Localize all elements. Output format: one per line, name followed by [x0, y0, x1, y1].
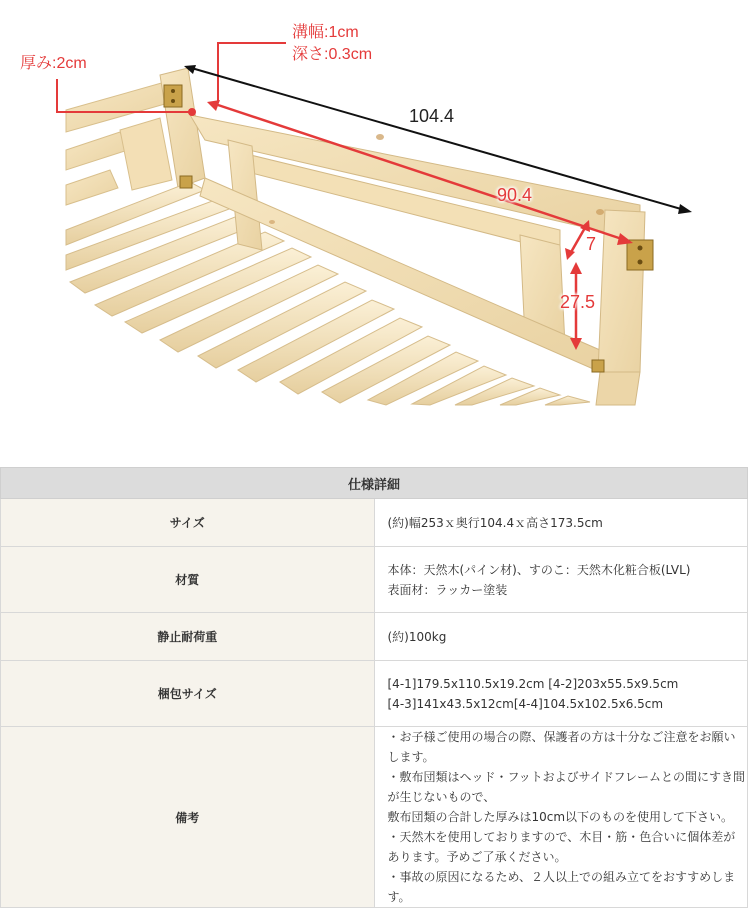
bed-frame-diagram: [0, 0, 750, 440]
spec-line: 敷布団類の合計した厚みは10cm以下のものを使用して下さい。: [387, 810, 734, 824]
spec-line: [4-1]179.5x110.5x19.2cm [4-2]203x55.5x9.5cm: [387, 676, 679, 691]
spec-line: [4-3]141x43.5x12cm[4-4]104.5x102.5x6.5cm: [387, 696, 664, 711]
table-row: [1, 499, 748, 547]
rail-height-dimension: 7: [586, 234, 597, 254]
spec-value-material: [374, 547, 748, 613]
table-row: [1, 613, 748, 661]
spec-key-size: サイズ: [1, 499, 375, 547]
thickness-point-marker: [188, 108, 196, 116]
spec-line: ・事故の原因になるため、２人以上での組み立てをおすすめします。: [387, 870, 736, 904]
table-row: [1, 547, 748, 613]
spec-value-notes: [374, 727, 748, 908]
spec-line: 表面材：ラッカー塗装: [387, 582, 508, 597]
spec-line: (約)100kg: [387, 629, 447, 644]
table-row: [1, 727, 748, 908]
spec-value-package: [374, 661, 748, 727]
spec-value-size: [374, 499, 748, 547]
spec-key-notes: 備考: [1, 727, 375, 908]
spec-table: [0, 467, 748, 908]
spec-line: ・天然木を使用しておりますので、木目・筋・色合いに個体差があります。予めご了承ください。: [387, 830, 736, 864]
table-row: [1, 661, 748, 727]
spec-line: ・敷布団類はヘッド・フットおよびサイドフレームとの間にすき間が生じないもので、: [387, 770, 745, 804]
spec-line: 本体：天然木(パイン材)、すのこ：天然木化粧合板(LVL): [387, 562, 691, 577]
rail-length-dimension: 90.4: [497, 185, 533, 205]
spec-key-package: 梱包サイズ: [1, 661, 375, 727]
bed-frame-illustration: [0, 0, 750, 440]
thickness-label: 厚み:2cm: [20, 55, 87, 72]
depth-total-dimension: 104.4: [409, 106, 455, 126]
spec-key-material: 材質: [1, 547, 375, 613]
spec-key-load: 静止耐荷重: [1, 613, 375, 661]
spec-line: ・お子様ご使用の場合の際、保護者の方は十分なご注意をお願いします。: [387, 730, 736, 764]
spec-value-load: [374, 613, 748, 661]
spec-line: (約)幅253ｘ奥行104.4ｘ高さ173.5cm: [387, 515, 603, 530]
groove-depth-label: 深さ:0.3cm: [292, 46, 373, 63]
spec-table-title: 仕様詳細: [1, 468, 748, 499]
leg-height-dimension: 27.5: [560, 292, 596, 312]
groove-width-label: 溝幅:1cm: [292, 24, 359, 41]
